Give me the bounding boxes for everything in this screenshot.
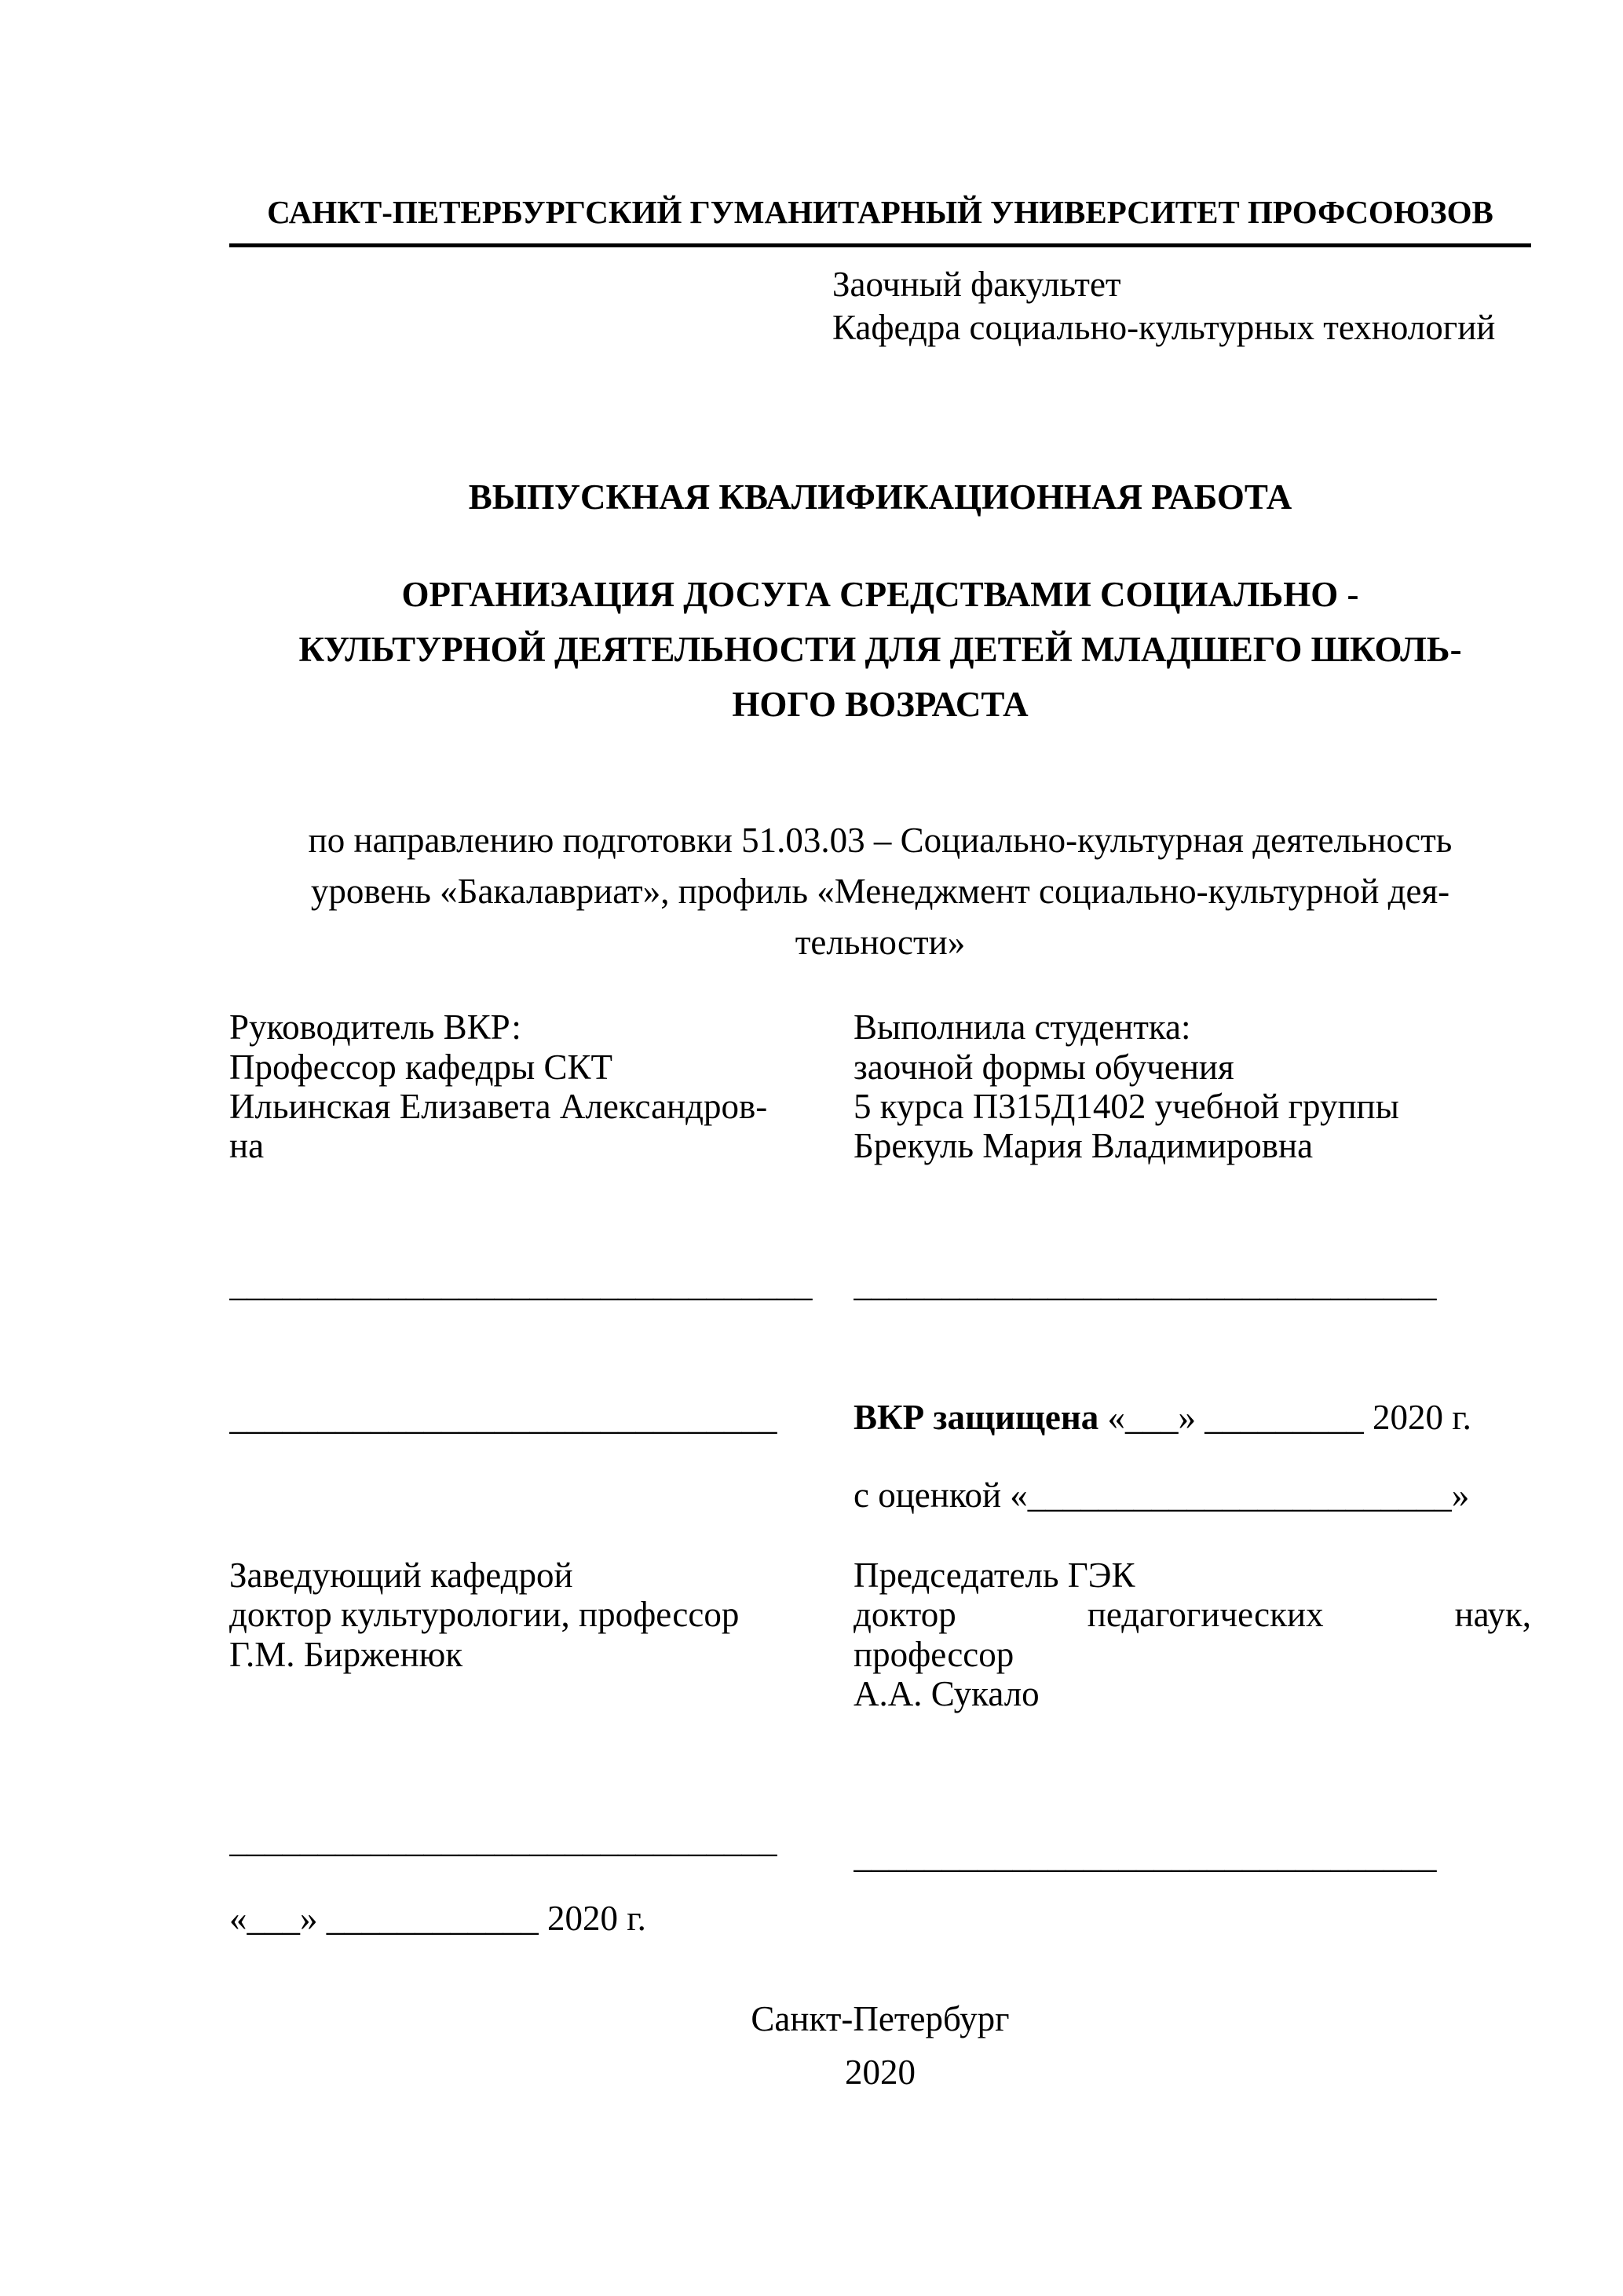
people-block <box>229 1007 1531 1166</box>
signature-row-lower <box>229 1820 1531 1875</box>
faculty-name: Заочный факультет <box>832 265 1121 305</box>
department-head-title: Заведующий кафедрой <box>229 1556 573 1596</box>
department-head-date-blank: «___» ____________ 2020 г. <box>229 1898 646 1938</box>
department-head-degree: доктор культурологии, профессор <box>229 1595 740 1635</box>
committee-chair-block <box>854 1556 1531 1714</box>
committee-chair-title: Председатель ГЭК <box>854 1556 1135 1596</box>
work-type-heading: ВЫПУСКНАЯ КВАЛИФИКАЦИОННАЯ РАБОТА <box>468 477 1292 517</box>
committee-chair-rank: профессор <box>854 1634 1014 1674</box>
department-head-block <box>229 1556 854 1674</box>
department-head-signature-line-lower: _______________________________ <box>229 1819 777 1859</box>
footer-block <box>229 1993 1531 2099</box>
supervisor-block <box>229 1007 854 1166</box>
supervisor-signature-line: _________________________________ <box>229 1263 813 1303</box>
faculty-department-block <box>832 263 1531 349</box>
signature-row-upper <box>229 1264 1531 1303</box>
officials-block <box>229 1556 1531 1714</box>
program-line: тельности» <box>795 923 966 963</box>
grade-blank-line: с оценкой «________________________» <box>854 1475 1470 1515</box>
supervisor-position: Профессор кафедры СКТ <box>229 1047 613 1087</box>
work-title-line: КУЛЬТУРНОЙ ДЕЯТЕЛЬНОСТИ ДЛЯ ДЕТЕЙ МЛАДШЕГО ШКОЛЬ- <box>298 630 1462 670</box>
committee-chair-signature-line: _________________________________ <box>854 1835 1437 1875</box>
work-title <box>229 568 1531 732</box>
committee-chair-name: А.А. Сукало <box>854 1674 1040 1714</box>
supervisor-name-line: Ильинская Елизавета Александров- <box>229 1087 768 1127</box>
committee-chair-degree: доктор педагогических наук, <box>854 1595 1531 1635</box>
program-line: по направлению подготовки 51.03.03 – Социально-культурная деятельность <box>308 820 1453 860</box>
student-block <box>854 1007 1531 1166</box>
program-line: уровень «Бакалавриат», профиль «Менеджмент социально-культурной дея- <box>310 871 1450 911</box>
defense-date-line <box>854 1398 1531 1437</box>
defense-label: ВКР защищена <box>854 1398 1099 1438</box>
date-row <box>229 1899 1531 1938</box>
defense-row <box>229 1398 1531 1437</box>
defense-date-blank: «___» _________ 2020 г. <box>1098 1398 1471 1438</box>
program-info <box>229 815 1531 969</box>
supervisor-name-line: на <box>229 1126 265 1166</box>
department-head-signature-line-upper: _______________________________ <box>229 1398 777 1438</box>
student-form: заочной формы обучения <box>854 1047 1234 1087</box>
work-title-line: НОГО ВОЗРАСТА <box>732 684 1029 724</box>
student-name: Брекуль Мария Владимировна <box>854 1126 1314 1166</box>
work-title-line: ОРГАНИЗАЦИЯ ДОСУГА СРЕДСТВАМИ СОЦИАЛЬНО - <box>401 575 1359 615</box>
department-name: Кафедра социально-культурных технологий <box>832 308 1496 348</box>
supervisor-label: Руководитель ВКР: <box>229 1007 521 1047</box>
footer-city: Санкт-Петербург <box>751 1999 1010 2039</box>
footer-year: 2020 <box>845 2052 916 2092</box>
student-signature-line: _________________________________ <box>854 1263 1437 1303</box>
student-label: Выполнила студентка: <box>854 1007 1191 1047</box>
grade-row <box>229 1475 1531 1515</box>
department-head-name: Г.М. Бирженюк <box>229 1634 463 1674</box>
student-group: 5 курса П315Д1402 учебной группы <box>854 1087 1399 1127</box>
university-name: САНКТ-ПЕТЕРБУРГСКИЙ ГУМАНИТАРНЫЙ УНИВЕРСИТЕТ ПРОФСОЮЗОВ <box>229 192 1531 247</box>
